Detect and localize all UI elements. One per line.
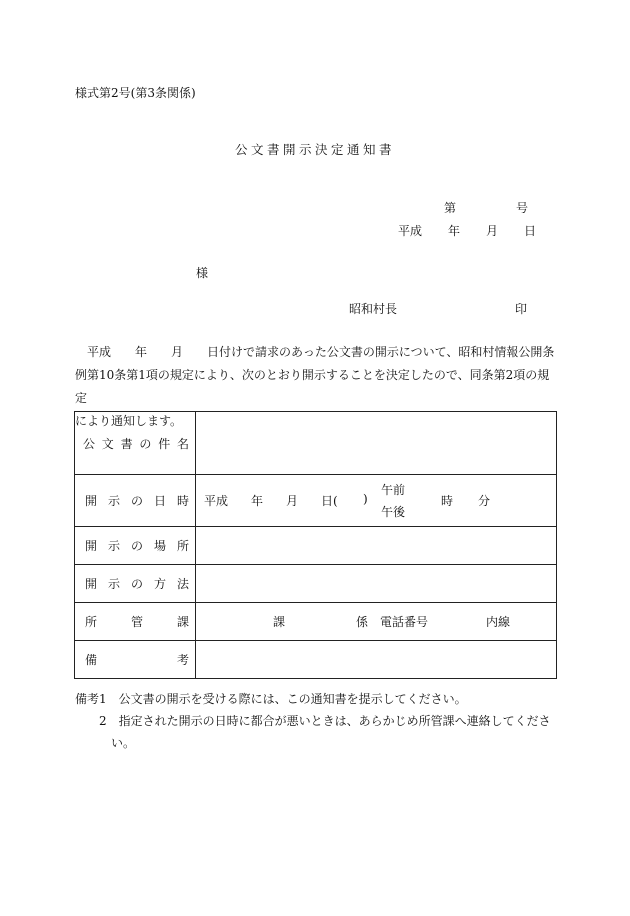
date-year: 年	[448, 224, 461, 238]
table-row-department	[75, 603, 557, 641]
label-remarks: 備 考	[75, 641, 196, 679]
dept-phone: 電話番号	[380, 615, 429, 629]
form-number-label: 様式第2号(第3条関係)	[75, 86, 196, 100]
disclosure-info-table	[74, 411, 557, 679]
issuer-line	[349, 301, 527, 317]
date-day: 日	[524, 224, 537, 238]
value-place	[196, 527, 557, 565]
note-line: 2 指定された開示の日時に都合が悪いときは、あらかじめ所管課へ連絡してくださ	[75, 714, 551, 728]
dept-kakari: 係	[356, 615, 369, 629]
dt-hour: 時	[441, 494, 454, 508]
label-subject: 公 文 書 の 件 名	[75, 412, 196, 475]
date-era: 平成	[398, 224, 423, 238]
body-line: 例第10条第1項の規定により、次のとおり開示することを決定したので、同条第2項の規定	[75, 368, 550, 405]
value-remarks	[196, 641, 557, 679]
dt-year: 年	[251, 494, 264, 508]
table-row-datetime	[75, 475, 557, 527]
table-row-subject	[75, 412, 557, 475]
table-row-remarks	[75, 641, 557, 679]
issue-date-line	[398, 223, 536, 239]
number-prefix: 第	[444, 201, 457, 215]
body-line: により通知します。	[75, 414, 183, 428]
dt-paren-close: )	[363, 492, 368, 506]
note-line: 備考1 公文書の開示を受ける際には、この通知書を提示してください。	[75, 692, 467, 706]
label-place: 開 示 の 場 所	[75, 527, 196, 565]
note-line: い。	[75, 736, 136, 750]
body-line: 平成 年 月 日付けで請求のあった公文書の開示について、昭和村情報公開条	[75, 345, 555, 359]
addressee-suffix: 様	[196, 266, 209, 280]
dt-minute: 分	[478, 494, 491, 508]
label-method: 開 示 の 方 法	[75, 565, 196, 603]
label-department: 所 管 課	[75, 603, 196, 641]
label-datetime: 開 示 の 日 時	[75, 475, 196, 527]
table-row-place	[75, 527, 557, 565]
seal-mark: 印	[515, 302, 528, 316]
document-title: 公文書開示決定通知書	[234, 142, 395, 157]
issuer-name: 昭和村長	[349, 302, 398, 316]
date-month: 月	[486, 224, 499, 238]
dt-month: 月	[286, 494, 299, 508]
dt-pm: 午後	[381, 505, 406, 519]
dt-era: 平成	[204, 494, 229, 508]
value-department	[196, 603, 557, 641]
number-suffix: 号	[516, 201, 529, 215]
dept-extension: 内線	[486, 615, 511, 629]
document-number-line	[444, 200, 528, 216]
dt-day: 日(	[321, 494, 338, 508]
value-subject	[196, 412, 557, 475]
value-datetime	[196, 475, 557, 527]
value-method	[196, 565, 557, 603]
dt-am: 午前	[381, 483, 406, 497]
table-row-method	[75, 565, 557, 603]
dept-ka: 課	[273, 615, 286, 629]
remarks-notes	[75, 688, 551, 754]
